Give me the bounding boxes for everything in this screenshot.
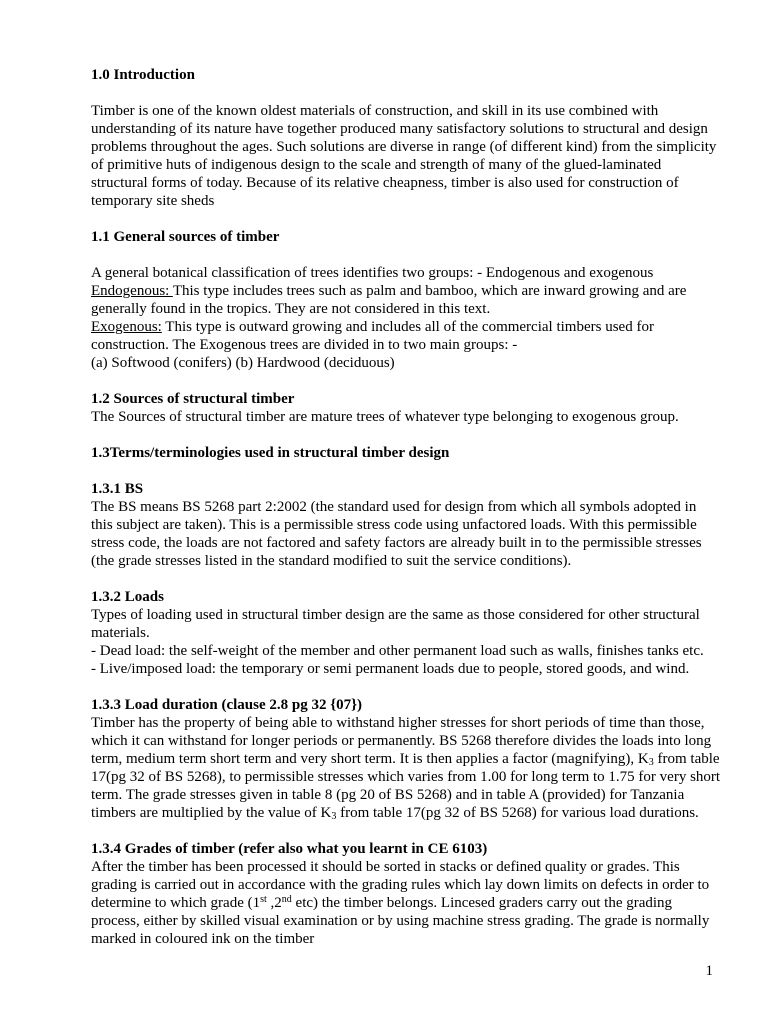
structural-sources-paragraph: The Sources of structural timber are mature trees of whatever type belonging to exogenous group. (91, 409, 679, 425)
heading-grades: 1.3.4 Grades of timber (refer also what you learnt in CE 6103) (91, 841, 488, 857)
heading-terminologies: 1.3Terms/terminologies used in structural timber design (91, 445, 450, 461)
endogenous-paragraph (91, 282, 721, 318)
endogenous-text: This type includes trees such as palm and bamboo, which are inward growing and are generally found in the tropics. They are not considered in this text. (91, 283, 687, 317)
document-page (91, 66, 721, 948)
k3-subscript: 3 (648, 757, 654, 768)
heading-load-duration: 1.3.3 Load duration (clause 2.8 pg 32 {07}) (91, 697, 363, 713)
grades-text-1: After the timber has been processed it should be sorted in stacks or defined quality or grades. This grading is carried out in accordance with the grading rules which lay down limits on defects in order to determine to which grade (1 (91, 859, 710, 911)
page-number: 1 (705, 963, 713, 979)
load-duration-text-2: from table 17(pg 32 of BS 5268), to permissible stresses which varies from 1.00 for long term to 1.75 for very short term. The grade stresses given in table 8 (pg 20 of BS 5268) and in table A (provided) for Tanzania timbers are multiplied by the value of K (91, 751, 721, 821)
heading-bs: 1.3.1 BS (91, 481, 144, 497)
grades-paragraph (91, 858, 721, 948)
heading-loads: 1.3.2 Loads (91, 589, 164, 605)
load-duration-text-3: from table 17(pg 32 of BS 5268) for various load durations. (336, 805, 699, 821)
exogenous-paragraph (91, 318, 721, 354)
k3-subscript: 3 (331, 811, 337, 822)
introduction-paragraph: Timber is one of the known oldest materials of construction, and skill in its use combined with understanding of its nature have together produced many satisfactory solutions to structural and design problems throughout the ages. Such solutions are diverse in range (of different kind) from the simplicity of primitive huts of indigenous design to the scale and strength of many of the glued-laminated structural forms of today. Because of its relative cheapness, timber is also used for construction of temporary site sheds (91, 103, 717, 209)
classification-line: A general botanical classification of trees identifies two groups: - Endogenous and exogenous (91, 265, 654, 281)
dead-load-line: - Dead load: the self-weight of the member and other permanent load such as walls, finishes tanks etc. (91, 643, 704, 659)
loads-paragraph: Types of loading used in structural timber design are the same as those considered for other structural materials. (91, 607, 700, 641)
exogenous-label: Exogenous: (91, 319, 162, 335)
exogenous-text: This type is outward growing and includes all of the commercial timbers used for construction. The Exogenous trees are divided in to two main groups: - (91, 319, 654, 353)
load-duration-text-1: Timber has the property of being able to withstand higher stresses for short periods of time than those, which it can withstand for longer periods or permanently. BS 5268 therefore divides the loads into long term, medium term short term and very short term. It is then applies a factor (magnifying), K (91, 715, 712, 767)
endogenous-label: Endogenous: (91, 283, 173, 299)
wood-groups-line: (a) Softwood (conifers) (b) Hardwood (deciduous) (91, 355, 395, 371)
heading-general-sources: 1.1 General sources of timber (91, 229, 280, 245)
grades-text-2: ,2 (266, 895, 282, 911)
bs-paragraph: The BS means BS 5268 part 2:2002 (the standard used for design from which all symbols adopted in this subject are taken). This is a permissible stress code using unfactored loads. With this permissible stress code, the loads are not factored and safety factors are already built in to the permissible stresses (the grade stresses listed in the standard modified to suit the service conditions). (91, 499, 702, 569)
first-superscript: st (260, 894, 267, 905)
heading-structural-sources: 1.2 Sources of structural timber (91, 391, 295, 407)
heading-introduction: 1.0 Introduction (91, 67, 195, 83)
load-duration-paragraph (91, 714, 721, 822)
live-load-line: - Live/imposed load: the temporary or semi permanent loads due to people, stored goods, and wind. (91, 661, 690, 677)
second-superscript: nd (281, 894, 292, 905)
grades-text-3: etc) the timber belongs. Lincesed graders carry out the grading process, either by skilled visual examination or by using machine stress grading. The grade is normally marked in coloured ink on the timber (91, 895, 710, 947)
